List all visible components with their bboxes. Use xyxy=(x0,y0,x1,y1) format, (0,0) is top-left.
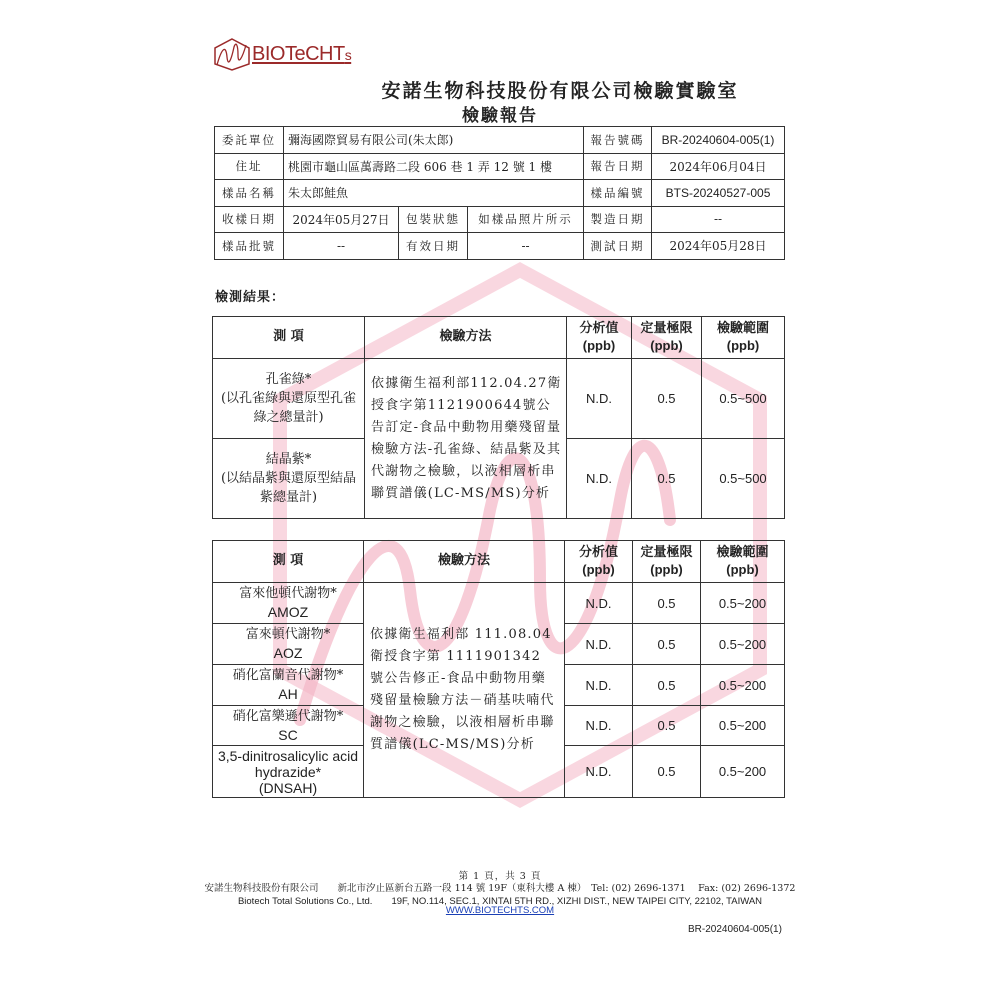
expiry-value: -- xyxy=(468,233,584,260)
results-table-nitrofurans xyxy=(212,540,785,798)
report-title: 檢驗報告 xyxy=(462,106,538,126)
test-method: 依據衛生福利部112.04.27衛授食字第1121900644號公告訂定-食品中動物用藥殘留量檢驗方法-孔雀綠、結晶紫及其代謝物之檢驗，以液相層析串聯質譜儀(LC-MS/MS)分析 xyxy=(365,359,567,519)
range-value: 0.5~500 xyxy=(702,439,785,519)
report-info-table xyxy=(214,126,785,260)
batch-label: 樣品批號 xyxy=(215,233,284,260)
sample-no-label: 樣品編號 xyxy=(584,180,652,207)
analyte-name: 富來他頓代謝物* AMOZ xyxy=(213,583,364,624)
report-date-value: 2024年06月04日 xyxy=(652,153,785,180)
analysis-value: N.D. xyxy=(565,624,633,665)
analyte-name: 結晶紫* (以結晶紫與還原型結晶紫總量計) xyxy=(213,439,365,519)
header-loq: 定量極限 (ppb) xyxy=(633,541,701,583)
sample-name-value: 朱太郎鮭魚 xyxy=(284,180,584,207)
header-method: 檢驗方法 xyxy=(364,541,565,583)
table-header-row xyxy=(213,541,785,583)
header-item: 測 項 xyxy=(213,317,365,359)
received-label: 收樣日期 xyxy=(215,206,284,233)
analysis-value: N.D. xyxy=(567,359,632,439)
loq-value: 0.5 xyxy=(632,359,702,439)
test-method: 依據衛生福利部 111.08.04 衛授食字第 1111901342 號公告修正-食品中動物用藥殘留量檢驗方法－硝基呋喃代謝物之檢驗，以液相層析串聯質譜儀(LC-MS/MS)分析 xyxy=(364,583,565,798)
range-value: 0.5~200 xyxy=(701,624,785,665)
header-method: 檢驗方法 xyxy=(365,317,567,359)
header-range: 檢驗範圍 (ppb) xyxy=(701,541,785,583)
analysis-value: N.D. xyxy=(567,439,632,519)
company-title: 安諾生物科技股份有限公司檢驗實驗室 xyxy=(381,80,739,102)
analyte-name: 孔雀綠* (以孔雀綠與還原型孔雀綠之總量計) xyxy=(213,359,365,439)
analyte-name: 硝化富樂遜代謝物* SC xyxy=(213,706,364,746)
analysis-value: N.D. xyxy=(565,665,633,706)
address-label: 住址 xyxy=(215,153,284,180)
website-link[interactable]: WWW.BIOTECHTS.COM xyxy=(445,905,555,916)
footer-report-number: BR-20240604-005(1) xyxy=(688,924,782,935)
footer-address-zh: 安諾生物科技股份有限公司 新北市汐止區新台五路一段 114 號 19F（東科大樓 A 棟） Tel: (02) 2696-1371 Fax: (02) 2696-1372 xyxy=(204,883,796,894)
expiry-label: 有效日期 xyxy=(399,233,468,260)
analysis-value: N.D. xyxy=(565,746,633,798)
table-row xyxy=(213,583,785,624)
sample-no-value: BTS-20240527-005 xyxy=(652,180,785,207)
loq-value: 0.5 xyxy=(633,746,701,798)
loq-value: 0.5 xyxy=(633,665,701,706)
client-label: 委託單位 xyxy=(215,127,284,154)
analyte-name: 富來頓代謝物* AOZ xyxy=(213,624,364,665)
report-no-label: 報告號碼 xyxy=(584,127,652,154)
batch-value: -- xyxy=(284,233,399,260)
header-loq: 定量極限 (ppb) xyxy=(632,317,702,359)
range-value: 0.5~200 xyxy=(701,665,785,706)
report-no-value: BR-20240604-005(1) xyxy=(652,127,785,154)
package-label: 包裝狀態 xyxy=(399,206,468,233)
loq-value: 0.5 xyxy=(633,706,701,746)
mfg-value: -- xyxy=(652,206,785,233)
range-value: 0.5~200 xyxy=(701,583,785,624)
header-item: 測 項 xyxy=(213,541,364,583)
info-row-address xyxy=(215,153,785,180)
info-row-sample-name xyxy=(215,180,785,207)
header-value: 分析值 (ppb) xyxy=(565,541,633,583)
range-value: 0.5~200 xyxy=(701,706,785,746)
footer-address-en: Biotech Total Solutions Co., Ltd. 19F, NO.114, SEC.1, XINTAI 5TH RD., XIZHI DIST., NEW TAIPEI CITY, 22102, TAIWAN xyxy=(237,896,763,907)
page-number: 第 1 頁，共 3 頁 xyxy=(458,871,542,882)
company-logo xyxy=(212,36,351,72)
hexagon-logo-icon xyxy=(212,37,252,71)
test-date-label: 測試日期 xyxy=(584,233,652,260)
info-row-received xyxy=(215,206,785,233)
loq-value: 0.5 xyxy=(633,624,701,665)
table-header-row xyxy=(213,317,785,359)
header-value: 分析值 (ppb) xyxy=(567,317,632,359)
analysis-value: N.D. xyxy=(565,706,633,746)
logo-text: BIOTeCHTs xyxy=(252,42,352,65)
loq-value: 0.5 xyxy=(632,439,702,519)
analyte-name: 3,5-dinitrosalicylic acid hydrazide* (DNSAH) xyxy=(213,746,364,798)
header-range: 檢驗範圍 (ppb) xyxy=(702,317,785,359)
client-value: 彌海國際貿易有限公司(朱太郎) xyxy=(284,127,584,154)
test-date-value: 2024年05月28日 xyxy=(652,233,785,260)
package-value: 如樣品照片所示 xyxy=(468,206,584,233)
range-value: 0.5~500 xyxy=(702,359,785,439)
analyte-name: 硝化富蘭音代謝物* AH xyxy=(213,665,364,706)
sample-name-label: 樣品名稱 xyxy=(215,180,284,207)
loq-value: 0.5 xyxy=(633,583,701,624)
address-value: 桃園市龜山區萬壽路二段 606 巷 1 弄 12 號 1 樓 xyxy=(284,153,584,180)
results-table-dyes xyxy=(212,316,785,519)
range-value: 0.5~200 xyxy=(701,746,785,798)
info-row-client xyxy=(215,127,785,154)
report-date-label: 報告日期 xyxy=(584,153,652,180)
mfg-label: 製造日期 xyxy=(584,206,652,233)
analysis-value: N.D. xyxy=(565,583,633,624)
table-row xyxy=(213,359,785,439)
info-row-batch xyxy=(215,233,785,260)
received-value: 2024年05月27日 xyxy=(284,206,399,233)
results-heading: 檢測結果： xyxy=(215,290,286,305)
